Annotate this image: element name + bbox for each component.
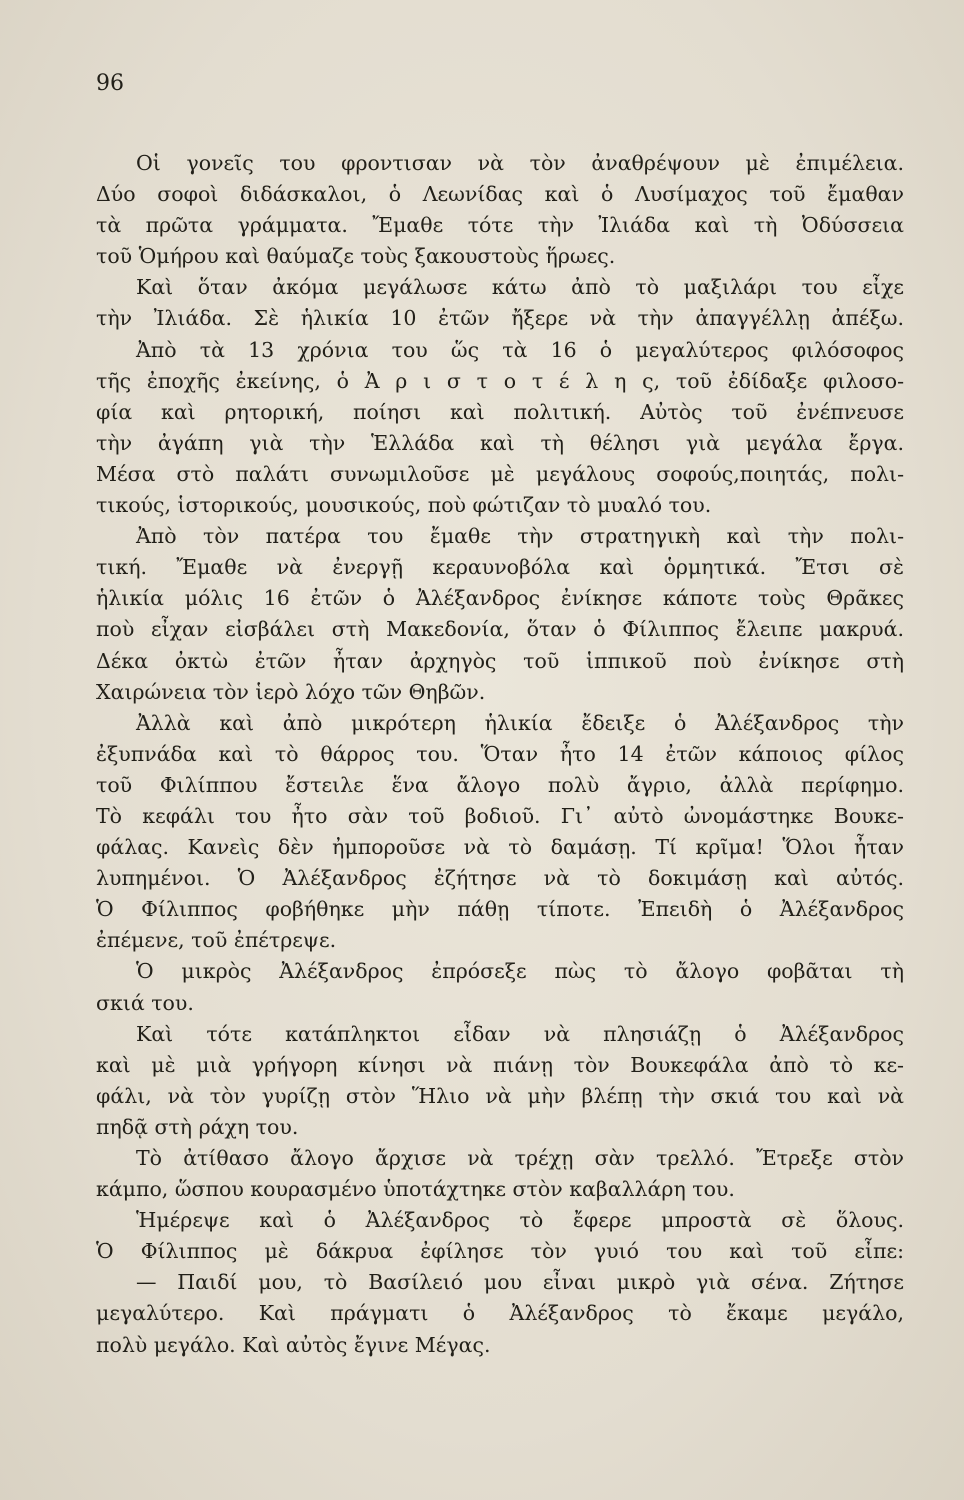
text-line: Ἀλλὰ καὶ ἀπὸ μικρότερη ἡλικία ἔδειξε ὁ Ἀλέξανδρος τὴν	[136, 710, 904, 735]
text-line: φία καὶ ρητορική, ποίησι καὶ πολιτική. Αὐτὸς τοῦ ἐνέπνευσε	[96, 399, 904, 424]
text-line: Τὸ ἀτίθασο ἄλογο ἄρχισε νὰ τρέχῃ σὰν τρελλό. Ἔτρεξε στὸν	[136, 1146, 904, 1170]
text-line: τικούς, ἱστορικούς, μουσικούς, ποὺ φώτιζαν τὸ μυαλό του.	[96, 493, 712, 518]
text-line: Ὁ Φίλιππος φοβήθηκε μὴν πάθῃ τίποτε. Ἐπειδὴ ὁ Ἀλέξανδρος	[96, 897, 904, 922]
text-line: τὰ πρῶτα γράμματα. Ἔμαθε τότε τὴν Ἰλιάδα καὶ τὴ Ὀδύσσεια	[96, 213, 904, 238]
text-line: Καὶ ὅταν ἀκόμα μεγάλωσε κάτω ἀπὸ τὸ μαξιλάρι του εἶχε	[136, 275, 904, 300]
text-line: πηδᾷ στὴ ράχη του.	[96, 1114, 299, 1139]
text-line: φάλας. Κανεὶς δὲν ἠμποροῦσε νὰ τὸ δαμάσῃ. Τί κρῖμα! Ὅλοι ἦταν	[96, 835, 904, 860]
text-line: Ὁ μικρὸς Ἀλέξανδρος ἐπρόσεξε πὼς τὸ ἄλογο φοβᾶται τὴ	[136, 959, 904, 984]
text-line: Μέσα στὸ παλάτι συνωμιλοῦσε μὲ μεγάλους σοφούς,ποιητάς, πολι-	[96, 461, 904, 486]
text-line: καὶ μὲ μιὰ γρήγορη κίνησι νὰ πιάνῃ τὸν Βουκεφάλα ἀπὸ τὸ κε-	[96, 1052, 904, 1077]
text-line: φάλι, νὰ τὸν γυρίζῃ στὸν Ἥλιο νὰ μὴν βλέπῃ τὴν σκιά του καὶ νὰ	[96, 1083, 904, 1108]
text-line: μεγαλύτερο. Καὶ πράγματι ὁ Ἀλέξανδρος τὸ ἔκαμε μεγάλο,	[96, 1301, 904, 1326]
text-line: τική. Ἔμαθε νὰ ἐνεργῇ κεραυνοβόλα καὶ ὁρμητικά. Ἔτσι σὲ	[96, 555, 904, 580]
text-line: κάμπο, ὥσπου κουρασμένο ὑποτάχτηκε στὸν καβαλλάρη του.	[96, 1177, 735, 1202]
text-line: πολὺ μεγάλο. Καὶ αὐτὸς ἔγινε Μέγας.	[96, 1332, 491, 1357]
text-line: Δύο σοφοὶ διδάσκαλοι, ὁ Λεωνίδας καὶ ὁ Λυσίμαχος τοῦ ἔμαθαν	[96, 182, 904, 207]
text-line: λυπημένοι. Ὁ Ἀλέξανδρος ἐζήτησε νὰ τὸ δοκιμάσῃ καὶ αὐτός.	[96, 866, 904, 891]
text-line: ἐπέμενε, τοῦ ἐπέτρεψε.	[96, 928, 337, 953]
text-line: Οἱ γονεῖς του φροντισαν νὰ τὸν ἀναθρέψουν μὲ ἐπιμέλεια.	[136, 151, 904, 175]
text-line: ἡλικία μόλις 16 ἐτῶν ὁ Ἀλέξανδρος ἐνίκησε κάποτε τοὺς Θρᾶκες	[96, 586, 904, 611]
text-line: Τὸ κεφάλι του ἦτο σὰν τοῦ βοδιοῦ. Γι᾿ αὐτὸ ὠνομάστηκε Βουκε-	[96, 803, 904, 828]
text-body	[96, 148, 904, 1361]
text-line: ἐξυπνάδα καὶ τὸ θάρρος του. Ὅταν ἦτο 14 ἐτῶν κάποιος φίλος	[96, 741, 904, 766]
text-line: Καὶ τότε κατάπληκτοι εἶδαν νὰ πλησιάζῃ ὁ Ἀλέξανδρος	[136, 1021, 904, 1046]
text-line: ποὺ εἶχαν εἰσβάλει στὴ Μακεδονία, ὅταν ὁ Φίλιππος ἔλειπε μακρυά.	[96, 617, 904, 642]
text-line: τὴν Ἰλιάδα. Σὲ ἡλικία 10 ἐτῶν ἤξερε νὰ τὴν ἀπαγγέλλῃ ἀπέξω.	[96, 306, 904, 331]
text-line: Ἀπὸ τὸν πατέρα του ἔμαθε τὴν στρατηγικὴ καὶ τὴν πολι-	[136, 524, 904, 549]
text-line: Ἀπὸ τὰ 13 χρόνια του ὥς τὰ 16 ὁ μεγαλύτερος φιλόσοφος	[136, 337, 904, 362]
text-line: τὴν ἀγάπη γιὰ τὴν Ἑλλάδα καὶ τὴ θέλησι γιὰ μεγάλα ἔργα.	[96, 430, 904, 455]
text-line: Ἡμέρεψε καὶ ὁ Ἀλέξανδρος τὸ ἔφερε μπροστὰ σὲ ὅλους.	[136, 1208, 904, 1233]
text-line: τῆς ἐποχῆς ἐκείνης, ὁ Ἀ ρ ι σ τ ο τ έ λ η ς, τοῦ ἐδίδαξε φιλοσο-	[96, 368, 904, 393]
text-line: Δέκα ὀκτὼ ἐτῶν ἦταν ἀρχηγὸς τοῦ ἱππικοῦ ποὺ ἐνίκησε στὴ	[96, 648, 904, 673]
text-line: τοῦ Ὁμήρου καὶ θαύμαζε τοὺς ξακουστοὺς ἥρωες.	[96, 244, 616, 269]
text-line: — Παιδί μου, τὸ Βασίλειό μου εἶναι μικρὸ γιὰ σένα. Ζήτησε	[136, 1270, 904, 1295]
text-line: τοῦ Φιλίππου ἔστειλε ἕνα ἄλογο πολὺ ἄγριο, ἀλλὰ περίφημο.	[96, 772, 904, 797]
page-number: 96	[96, 71, 124, 96]
text-line: Ὁ Φίλιππος μὲ δάκρυα ἐφίλησε τὸν γυιό του καὶ τοῦ εἶπε:	[96, 1239, 904, 1264]
text-line: Χαιρώνεια τὸν ἱερὸ λόχο τῶν Θηβῶν.	[96, 679, 486, 704]
text-line: σκιά του.	[96, 990, 194, 1015]
